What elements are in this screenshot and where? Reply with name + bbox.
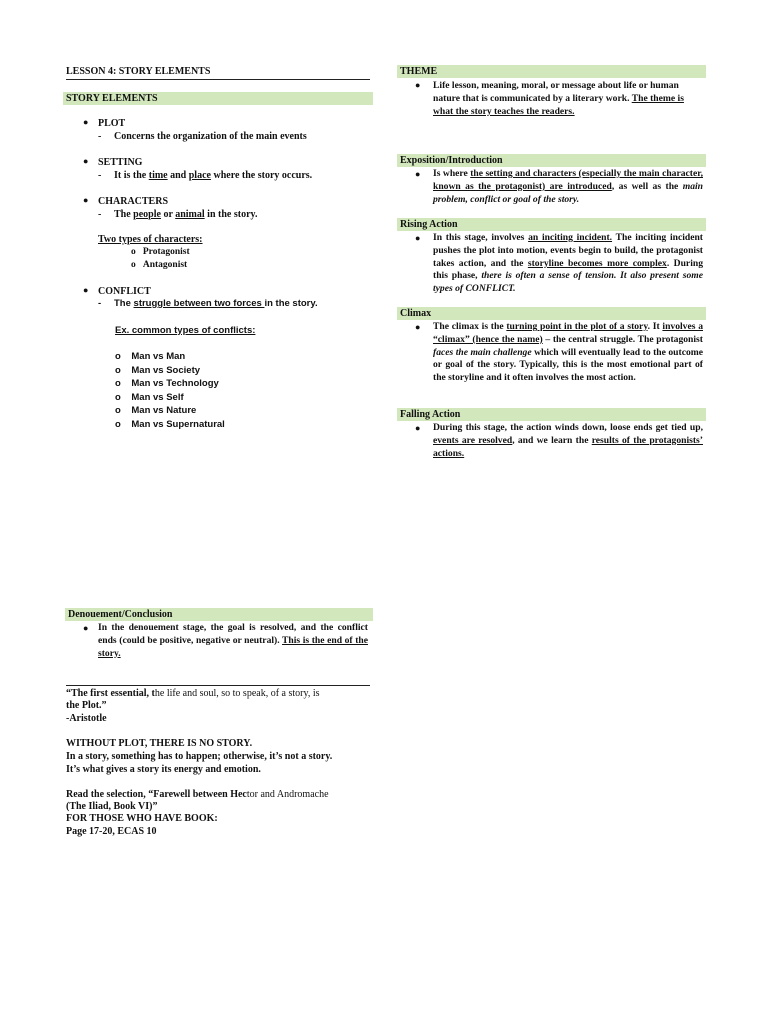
conflict-title: CONFLICT bbox=[98, 286, 151, 297]
setting-bullet: ● bbox=[83, 156, 89, 166]
read-line3: FOR THOSE WHO HAVE BOOK: bbox=[66, 813, 218, 824]
plot-bullet: ● bbox=[83, 117, 89, 127]
closing-line3: It’s what gives a story its energy and emotion. bbox=[66, 764, 261, 775]
title-rule bbox=[66, 79, 370, 80]
denouement-bullet: ● bbox=[83, 623, 89, 633]
quote-rule bbox=[66, 685, 370, 686]
rising-heading: Rising Action bbox=[397, 218, 706, 231]
theme-heading: THEME bbox=[397, 65, 706, 78]
lesson-title: LESSON 4: STORY ELEMENTS bbox=[66, 66, 211, 77]
characters-bullet: ● bbox=[83, 195, 89, 205]
falling-heading: Falling Action bbox=[397, 408, 706, 421]
read-line2: (The Iliad, Book VI)” bbox=[66, 801, 158, 812]
quote-line2: the Plot.” bbox=[66, 700, 107, 711]
rising-text: In this stage, involves an inciting incident. The inciting incident pushes the plot into motion, events begin to build, the protagonist takes action, and the storyline becomes more complex. During this phase, there is often a sense of tension. It also present some types of CONFLICT. bbox=[433, 232, 703, 295]
conflict-bullet: ● bbox=[83, 285, 89, 295]
setting-title: SETTING bbox=[98, 157, 143, 168]
conflict-item: o Man vs Society bbox=[115, 365, 201, 376]
conflict-item: o Man vs Technology bbox=[115, 378, 219, 389]
conflict-item: o Man vs Nature bbox=[115, 405, 197, 416]
conflicts-heading: Ex. common types of conflicts: bbox=[115, 325, 256, 336]
denouement-heading: Denouement/Conclusion bbox=[65, 608, 373, 621]
closing-line2: In a story, something has to happen; otherwise, it’s not a story. bbox=[66, 751, 333, 762]
closing-line1: WITHOUT PLOT, THERE IS NO STORY. bbox=[66, 738, 253, 749]
read-line4: Page 17-20, ECAS 10 bbox=[66, 826, 157, 837]
theme-text: Life lesson, meaning, moral, or message about life or human nature that is communicated by a literary work. The theme is what the story teaches the readers. bbox=[433, 80, 684, 117]
climax-text: The climax is the turning point in the plot of a story. It involves a “climax” (hence the name) – the central struggle. The protagonist faces the main challenge which will eventually lead to the outcome or goal of the story. Typically, this is the most emotional part of the storyline and it often involves the most action. bbox=[433, 321, 704, 384]
quote-line1: “The first essential, the life and soul, so to speak, of a story, is bbox=[66, 688, 320, 699]
plot-desc-text: Concerns the organization of the main events bbox=[114, 131, 307, 142]
climax-heading: Climax bbox=[397, 307, 706, 320]
exposition-text: Is where the setting and characters (especially the main character, known as the protagonist) are introduced, as well as the main problem, conflict or goal of the story. bbox=[433, 168, 703, 205]
type-item: o Antagonist bbox=[131, 260, 188, 270]
denouement-text: In the denouement stage, the goal is resolved, and the conflict ends (could be positive, negative or neutral). This is the end of the story. bbox=[98, 622, 368, 659]
quote-author: -Aristotle bbox=[66, 713, 107, 724]
characters-title: CHARACTERS bbox=[98, 196, 169, 207]
plot-title: PLOT bbox=[98, 118, 126, 129]
conflict-item: o Man vs Supernatural bbox=[115, 419, 225, 430]
character-types-heading: Two types of characters: bbox=[98, 234, 203, 245]
exposition-bullet: ● bbox=[415, 169, 421, 179]
falling-text: During this stage, the action winds down, loose ends get tied up, events are resolved, and we learn the results of the protagonists’ actions. bbox=[433, 422, 703, 459]
characters-desc: - The people or animal in the story. bbox=[98, 209, 258, 220]
climax-bullet: ● bbox=[415, 322, 421, 332]
theme-bullet: ● bbox=[415, 80, 421, 90]
plot-desc: - Concerns the organization of the main events bbox=[98, 131, 307, 142]
story-elements-heading: STORY ELEMENTS bbox=[63, 92, 373, 105]
setting-desc: - It is the time and place where the story occurs. bbox=[98, 170, 313, 181]
conflict-item: o Man vs Man bbox=[115, 351, 186, 362]
exposition-heading: Exposition/Introduction bbox=[397, 154, 706, 167]
read-line1: Read the selection, “Farewell between Hector and Andromache bbox=[66, 789, 329, 800]
type-item: o Protagonist bbox=[131, 247, 190, 257]
rising-bullet: ● bbox=[415, 233, 421, 243]
falling-bullet: ● bbox=[415, 423, 421, 433]
conflict-desc: - The struggle between two forces in the story. bbox=[98, 298, 318, 309]
conflict-item: o Man vs Self bbox=[115, 392, 184, 403]
